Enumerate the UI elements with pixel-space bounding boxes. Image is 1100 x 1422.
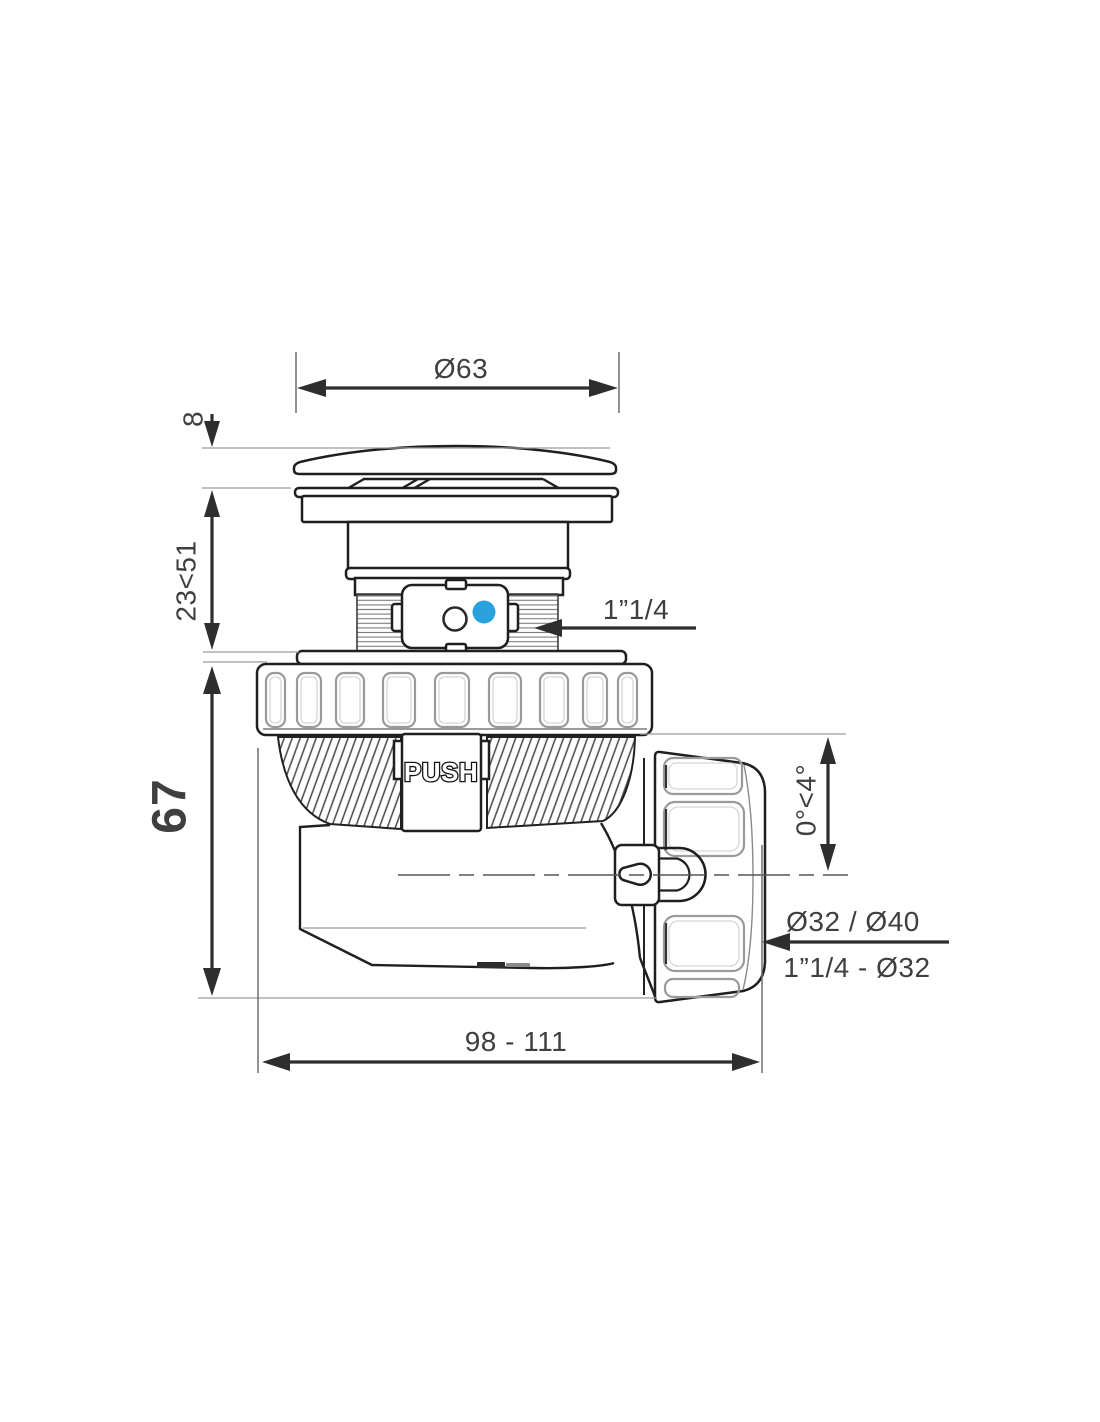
outlet-thread-label: 1”1/4 - Ø32 <box>783 952 931 983</box>
housing-top-notch <box>446 580 466 589</box>
inlet-plate <box>297 651 626 664</box>
bowl-left <box>278 737 401 829</box>
dim-cap-diameter <box>296 352 619 413</box>
cup-bottom-mark <box>506 963 530 967</box>
dim-outlet-size <box>762 906 949 983</box>
outlet-angle-label: 0°<4° <box>790 763 822 837</box>
cup-bottom-mark <box>477 962 505 968</box>
cap-diameter-label: Ø63 <box>433 353 489 384</box>
dim-adjust-height <box>171 490 300 652</box>
cap-thickness-label: 8 <box>177 410 209 428</box>
bowl-right <box>487 737 635 828</box>
inlet-thread-label: 1”1/4 <box>602 594 670 625</box>
push-housing <box>392 580 518 652</box>
push-tab <box>394 734 489 831</box>
lock-nut <box>257 664 652 735</box>
cap-assembly <box>294 446 618 652</box>
overall-length-label: 98 - 111 <box>464 1026 568 1057</box>
inlet-slab <box>297 651 626 664</box>
body-height-label: 67 <box>143 778 197 834</box>
outlet-assembly <box>615 752 765 1002</box>
trap-body <box>300 823 656 999</box>
cup-underside <box>640 958 656 999</box>
outlet-diameters-label: Ø32 / Ø40 <box>786 906 920 937</box>
housing-hole <box>444 608 467 631</box>
blue-indicator-dot <box>473 601 496 624</box>
stem-body <box>348 522 568 569</box>
cup-outline <box>300 825 614 968</box>
ribbed-bowl <box>278 734 635 831</box>
keyhole-icon <box>619 864 650 885</box>
cap-dome <box>294 446 616 474</box>
cap-band <box>302 496 612 522</box>
push-label: PUSH <box>403 757 479 787</box>
adjust-height-label: 23<51 <box>170 540 202 622</box>
